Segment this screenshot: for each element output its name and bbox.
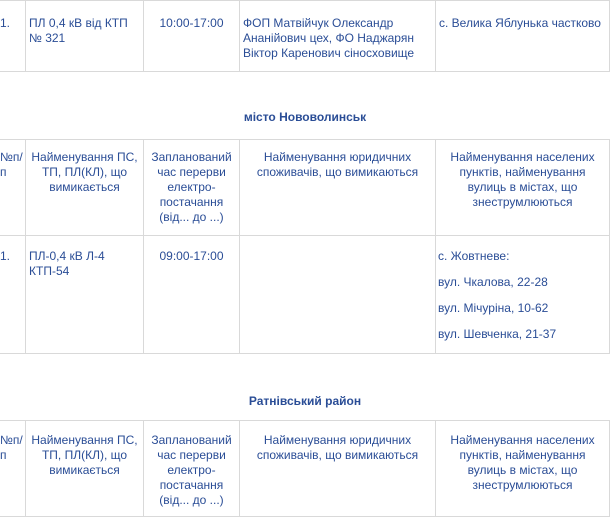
outage-time: 10:00-17:00: [143, 0, 240, 72]
header-number: №п/п: [0, 420, 26, 517]
consumers: [239, 235, 436, 354]
header-places: Найменування населених пунктів, найменування вулиць в містах, що знеструмлюються: [435, 420, 610, 517]
street-line: вул. Шевченка, 21-37: [438, 327, 557, 341]
header-places: Найменування населених пунктів, найменування вулиць в містах, що знеструмлюються: [435, 139, 610, 236]
places: [435, 235, 610, 354]
street-line: вул. Мічуріна, 10-62: [438, 301, 549, 315]
header-number: №п/п: [0, 139, 26, 236]
line-name: ПЛ 0,4 кВ від КТП № 321: [25, 0, 144, 72]
table-header: [0, 139, 610, 236]
header-consumers: Найменування юридичних споживачів, що вимикаються: [239, 420, 436, 517]
table-header: [0, 420, 610, 517]
header-time: Запланований час перерви електро-постачання (від... до ...): [143, 139, 240, 236]
section-title: Ратнівський район: [0, 353, 610, 421]
section-title: місто Нововолинськ: [0, 71, 610, 140]
outage-time: 09:00-17:00: [143, 235, 240, 354]
header-line-name: Найменування ПС, ТП, ПЛ(КЛ), що вимикається: [25, 420, 144, 517]
consumers: ФОП Матвійчук Олександр Ананійович цех, ФО Наджарян Віктор Каренович сіносховище: [239, 0, 436, 72]
table-row: [0, 235, 610, 354]
header-time: Запланований час перерви електро-постачання (від... до ...): [143, 420, 240, 517]
row-number: 1.: [0, 0, 26, 72]
street-line: вул. Чкалова, 22-28: [438, 275, 548, 289]
places: с. Велика Яблунька частково: [435, 0, 610, 72]
header-consumers: Найменування юридичних споживачів, що вимикаються: [239, 139, 436, 236]
place-line: с. Жовтневе:: [438, 249, 510, 263]
row-number: 1.: [0, 235, 26, 354]
line-name: ПЛ-0,4 кВ Л-4 КТП-54: [25, 235, 144, 354]
header-line-name: Найменування ПС, ТП, ПЛ(КЛ), що вимикається: [25, 139, 144, 236]
table-row: [0, 0, 610, 72]
